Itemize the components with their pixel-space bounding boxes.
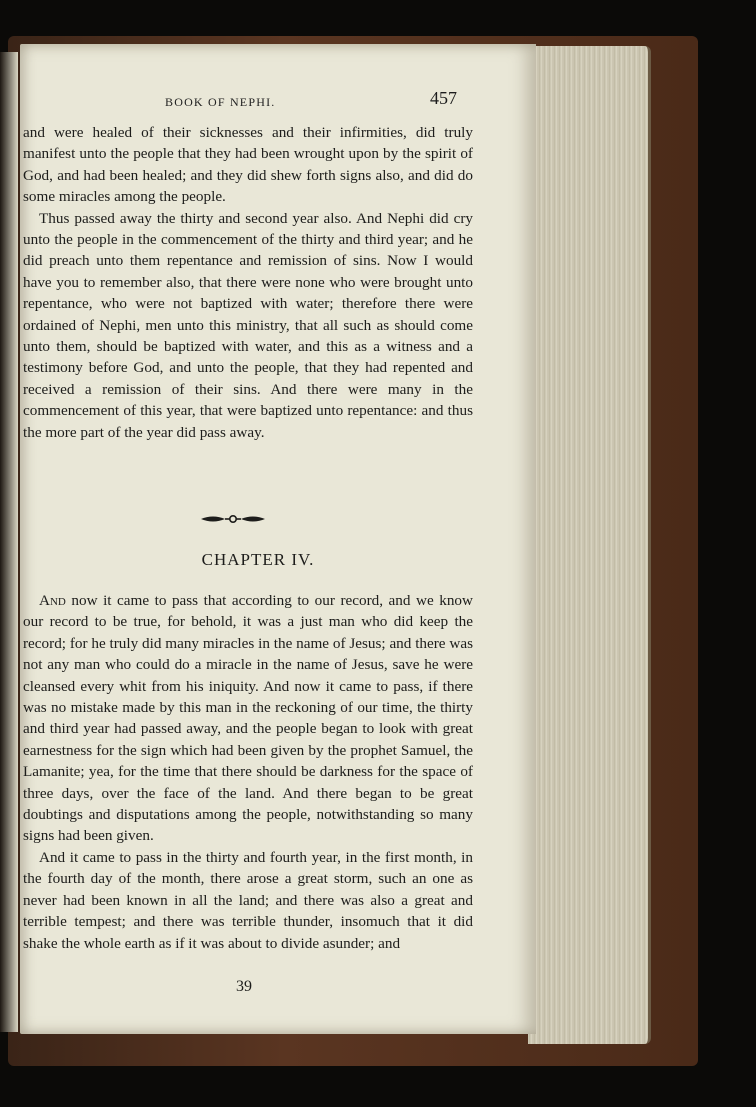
continuation-text xyxy=(23,122,473,443)
paragraph: and were healed of their sicknesses and their infirmities, did truly manifest unto the people that they had been wrought upon by the spirit of God, and had been healed; and they did shew forth signs also, and did do some miracles among the people. xyxy=(23,124,473,206)
chapter-heading: CHAPTER IV. xyxy=(201,550,315,569)
facing-page-edge xyxy=(0,52,18,1032)
ornament-divider-icon xyxy=(199,512,267,526)
paragraph xyxy=(23,590,473,847)
paragraph: And it came to pass in the thirty and fourth year, in the first month, in the fourth day of the month, there arose a great storm, such an one as never had been known in all the land; and there was also a great and terrible tempest; and there was terrible thunder, insomuch that it did shake the whole earth as if it was about to divide asunder; and xyxy=(23,848,473,952)
paragraph-text: now it came to pass that according to our record, and we know our record to be true, for behold, it was a just man who did keep the record; for he truly did many miracles in the name of Jesus; and there was not any man who could do a miracle in the name of Jesus, save he were cleansed every whit from his iniquity. And now it came to pass, if there was no mistake made by this man in the reckoning of our time, the thirty and third year had passed away, and the people began to look with great earnestness for the sign which had been given by the prophet Samuel, the Lamanite; yea, for the time that there should be darkness for the space of three days, over the face of the land. And there began to be great doubtings and disputations among the people, notwithstanding so many signs had been given. xyxy=(23,592,473,845)
signature-mark: 39 xyxy=(236,978,252,995)
running-head-title: BOOK OF NEPHI. xyxy=(165,95,276,109)
chapter-text xyxy=(23,590,473,954)
page-edges xyxy=(528,46,651,1044)
page-number: 457 xyxy=(430,88,457,108)
opening-word: And xyxy=(39,592,66,609)
paragraph: Thus passed away the thirty and second year also. And Nephi did cry unto the people in the commencement of the thirty and third year; and he did preach unto them repentance and remission of sins. Now I would have you to remember also, that there were none who were brought unto repentance, who were not baptized with water; therefore there were ordained of Nephi, men unto this ministry, that all such as should come unto them, should be baptized with water, and this as a witness and a testimony before God, and unto the people, that they had repented and received a remission of their sins. And there were many in the commencement of this year, that were baptized unto repentance: and thus the more part of the year did pass away. xyxy=(23,209,473,441)
